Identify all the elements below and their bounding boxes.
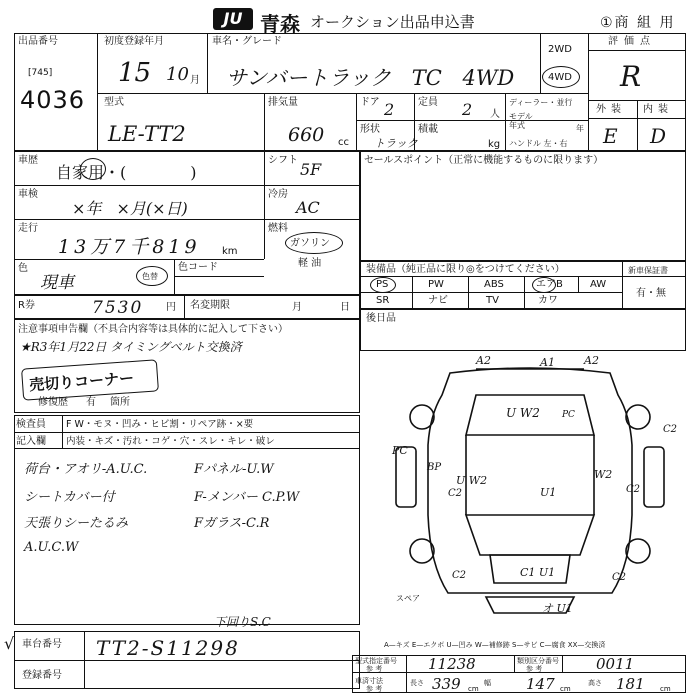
category-sub: 参 考 (526, 665, 543, 673)
inspector-row1: F W・モヌ・凹み・ヒビ割・リペア跡・×要 (66, 419, 254, 430)
handle-label: ハンドル 左・右 (509, 139, 568, 148)
equipment-aw: AW (590, 279, 607, 290)
repair-parts: 箇所 (110, 397, 130, 408)
header-logo: JU (213, 8, 253, 30)
capacity-label: 定員 (418, 97, 438, 108)
repair-has: 有 (86, 397, 96, 408)
diagram-mark-u1-center: U1 (540, 486, 557, 499)
diagram-mark-w2-right: W2 (594, 468, 613, 481)
check-mark: √ (4, 634, 15, 653)
diagram-mark-c2-2: C2 (612, 572, 627, 583)
history-circle (80, 158, 106, 180)
diagram-mark-c2-4: C2 (626, 484, 641, 495)
displacement-value: 660 (288, 124, 325, 146)
dimensions-label: 車済寸法 (355, 677, 383, 685)
mileage-unit: km (222, 246, 238, 257)
diagram-mark-c1-u1: C1 U1 (520, 566, 556, 579)
form-title: オークション出品申込書 (310, 13, 475, 31)
capacity-value: 2 (462, 100, 473, 119)
registration-month-unit: 月 (190, 75, 200, 86)
recycle-block (14, 295, 360, 319)
grade-label: 評価点 (608, 36, 656, 47)
mileage-value: 13万7千819 (58, 236, 201, 258)
diagram-mark-c2-1: C2 (452, 570, 467, 581)
fuel-diesel: 軽 油 (298, 258, 322, 269)
car-name-value: サンバートラック TC 4WD (226, 66, 515, 90)
fuel-label: 燃料 (268, 223, 288, 234)
equipment-airbag-circle (532, 277, 556, 293)
chassis-value: TT2-S11298 (96, 636, 240, 660)
color-change: 色替 (142, 272, 158, 281)
displacement-unit: cc (338, 137, 349, 148)
shift-value: 5F (300, 160, 322, 179)
notes-label: 注意事項申告欄（不具合内容等は具体的に記入して下さい） (18, 324, 288, 335)
drive-2wd: 2WD (548, 44, 572, 55)
recycle-value: 7530 (92, 298, 144, 318)
equipment-airbag: エアB (536, 279, 563, 290)
title-expiry-label: 名変期限 (190, 300, 230, 311)
grade-interior-value: D (650, 124, 667, 148)
color-change-circle (136, 266, 168, 286)
inspection-label: 車検 (18, 189, 38, 200)
equipment-abs: ABS (484, 279, 504, 290)
fuel-gasoline: ガソリン (290, 238, 330, 249)
diagram-mark-uw2-left: U W2 (456, 474, 488, 487)
diagram-mark-bp: BP (427, 462, 442, 473)
equipment-tv: TV (486, 295, 499, 306)
inspector-note-5: Fパネル-U.W (194, 462, 274, 477)
inspector-row2-label: 記入欄 (16, 436, 46, 447)
recycle-label: R券 (18, 300, 35, 311)
diagram-mark-o-u1: オ U1 (542, 602, 573, 615)
type-designation-sub: 参 考 (366, 665, 383, 673)
notes-handwritten: ★R3年1月22日 タイミングベルト交換済 (20, 340, 242, 354)
load-unit: kg (488, 139, 501, 150)
mileage-label: 走行 (18, 223, 38, 234)
sales-point-block (360, 151, 686, 261)
history-value: 自家用・( ) (56, 163, 197, 182)
grade-value: R (620, 60, 642, 93)
after-day-block (360, 309, 686, 351)
drive-4wd: 4WD (548, 72, 572, 83)
fuel-gasoline-circle (285, 232, 343, 254)
color-value: 現車 (40, 273, 74, 293)
color-code-label: 色コード (178, 262, 218, 273)
width-unit: cm (560, 685, 571, 693)
displacement-label: 排気量 (268, 97, 298, 108)
inspection-value: ×年 ×月(×日) (72, 199, 188, 218)
title-expiry-day: 日 (340, 302, 350, 313)
sales-point-label: セールスポイント（正常に機能するものに限ります） (364, 155, 604, 166)
registration-month: 10 (166, 64, 189, 85)
inspector-note-3: 天張りシーたるみ (24, 516, 129, 531)
height-label: 高さ (588, 679, 602, 687)
inspector-note-1: 荷台・アオリ-A.U.C. (24, 462, 148, 477)
diagram-mark-a2-left: A2 (476, 354, 491, 367)
equipment-ps: PS (376, 279, 389, 290)
title-expiry-month: 月 (292, 302, 302, 313)
lot-label: 出品番号 (18, 36, 58, 47)
doors-value: 2 (384, 100, 395, 119)
registration-label: 初度登録年月 (104, 36, 164, 47)
warranty-label: 新車保証書 (628, 266, 668, 275)
copy-type: ①商 組 用 (600, 15, 676, 31)
grade-interior-label: 内装 (643, 104, 673, 115)
equipment-pw: PW (428, 279, 444, 290)
model-type-label: 型式 (104, 97, 124, 108)
inspector-note-6: F-メンバー C.P.W (194, 490, 300, 505)
damage-legend: A—キズ E—エクボ U—凹み W—補修跡 S—サビ C—腐食 XX—交換済 (384, 641, 606, 649)
shift-label: シフト (268, 155, 298, 166)
equipment-label: 装備品（純正品に限り◎をつけてください） (366, 264, 565, 275)
type-designation-value: 11238 (428, 655, 476, 673)
model-type-value: LE-TT2 (108, 122, 186, 146)
notes-stamp-text: 売切りコーナー (28, 368, 135, 395)
inspector-note-2: シートカバー付 (24, 490, 115, 505)
height-unit: cm (660, 685, 671, 693)
header-prefecture: 青森 (260, 12, 300, 36)
dimensions-sub: 参 考 (366, 685, 383, 693)
load-label: 積載 (418, 124, 438, 135)
car-name-label: 車名・グレード (212, 36, 282, 47)
equipment-navi: ナビ (428, 295, 448, 306)
diagram-mark-c2-5: C2 (448, 488, 463, 499)
lot-number: 4036 (20, 86, 86, 114)
model-year-label: モデル年式 (509, 112, 533, 130)
inspector-note-4: A.U.C.W (24, 540, 79, 555)
category-label: 類別区分番号 (517, 657, 559, 665)
diagram-mark-pc-top: PC (562, 410, 575, 420)
drive-4wd-circle (542, 66, 580, 88)
history-label: 車歴 (18, 155, 38, 166)
length-value: 339 (432, 675, 461, 693)
inspector-label: 検査員 (16, 419, 46, 430)
grade-exterior-label: 外装 (596, 104, 626, 115)
length-unit: cm (468, 685, 479, 693)
spare-label: スペア (396, 594, 420, 603)
height-value: 181 (616, 675, 645, 693)
equipment-ps-circle (370, 277, 396, 293)
diagram-mark-uw2-top: U W2 (506, 406, 540, 420)
chassis-label: 車台番号 (22, 639, 62, 650)
diagram-mark-a1: A1 (540, 356, 555, 369)
shape-label: 形状 (360, 124, 380, 135)
plate-label: 登録番号 (22, 670, 62, 681)
model-year-unit: 年 (576, 124, 584, 133)
aircon-label: 冷房 (268, 189, 288, 200)
shape-value: トラック (374, 137, 418, 150)
diagram-mark-a2-right: A2 (584, 354, 599, 367)
capacity-unit: 人 (490, 109, 500, 120)
after-day-label: 後日品 (366, 313, 396, 324)
warranty-options: 有・無 (636, 288, 666, 299)
dealer-label: ディーラー・並行 (509, 98, 573, 107)
inspector-note-7: Fガラス-C.R (194, 516, 270, 531)
width-value: 147 (526, 675, 555, 693)
grade-exterior-value: E (603, 124, 618, 148)
recycle-unit: 円 (166, 302, 176, 313)
equipment-leather: カワ (538, 295, 558, 306)
diagram-mark-c2-3: C2 (663, 424, 678, 435)
length-label: 長さ (410, 679, 424, 687)
registration-year: 15 (118, 58, 152, 88)
category-value: 0011 (596, 655, 635, 673)
aircon-value: AC (296, 198, 320, 217)
color-label: 色 (18, 263, 28, 274)
inspector-row2: 内装・キズ・汚れ・コゲ・穴・スレ・キレ・破レ (66, 436, 275, 447)
equipment-sr: SR (376, 295, 390, 306)
type-designation-label: 型式指定番号 (355, 657, 397, 665)
lot-small-number: [745] (28, 68, 53, 78)
repair-label: 修復歴 (38, 397, 68, 408)
width-label: 幅 (484, 679, 491, 687)
diagram-mark-pc-left: PC (392, 444, 408, 457)
doors-label: ドア (360, 97, 380, 108)
inspector-note-8: 下回りS.C (214, 615, 271, 629)
